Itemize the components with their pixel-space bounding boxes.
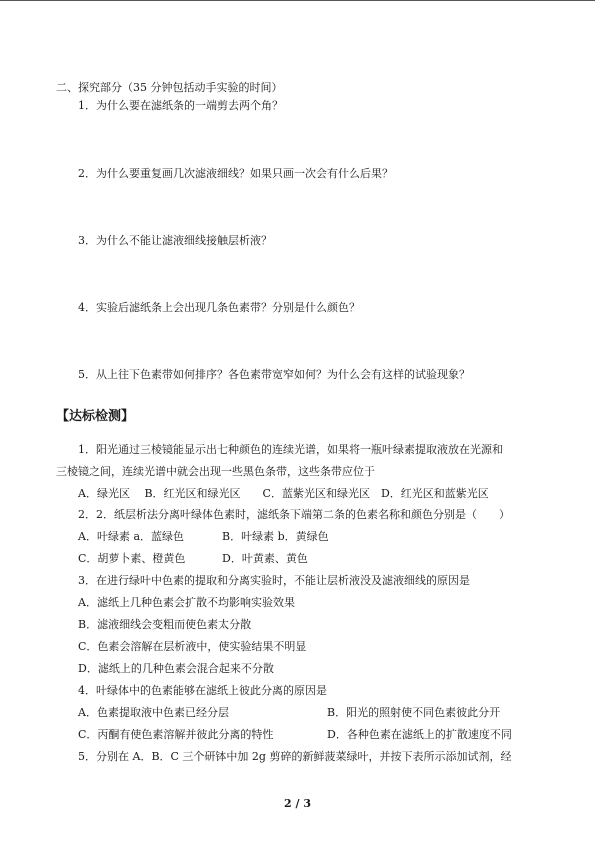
test-heading: 【达标检测】 [56,409,135,424]
test-q3-stem: 3．在进行绿叶中色素的提取和分离实验时，不能让层析液没及滤液细线的原因是 [78,574,470,587]
test-q2-option-c: C．胡萝卜素、橙黄色 [78,552,186,565]
explore-question-3: 3．为什么不能让滤液细线接触层析液？ [78,234,272,247]
explore-question-1: 1．为什么要在滤纸条的一端剪去两个角？ [78,99,283,112]
test-q3-option-b: B．滤液细线会变粗而使色素太分散 [78,618,252,631]
test-q1-options: A．绿光区 B．红光区和绿光区 C．蓝紫光区和绿光区 D．红光区和蓝紫光区 [78,487,489,500]
page-number: 2 / 3 [284,797,311,810]
test-q3-option-d: D．滤纸上的几种色素会混合起来不分散 [78,662,274,675]
test-q2-option-d: D．叶黄素、黄色 [222,552,308,565]
test-q2-option-a: A．叶绿素 a．蓝绿色 [78,530,184,543]
explore-question-4: 4．实验后滤纸条上会出现几条色素带？分别是什么颜色？ [78,301,360,314]
explore-heading: 二、探究部分（35 分钟包括动手实验的时间） [56,81,283,94]
explore-question-5: 5．从上往下色素带如何排序？各色素带宽窄如何？为什么会有这样的试验现象？ [78,368,470,381]
test-q1-line-2: 三棱镜之间，连续光谱中就会出现一些黑色条带，这些条带应位于 [56,465,375,478]
test-q2-option-b: B．叶绿素 b．黄绿色 [222,530,329,543]
test-q5-line-1: 5．分别在 A．B．C 三个研钵中加 2g 剪碎的新鲜菠菜绿叶，并按下表所示添加试剂，经 [78,750,512,763]
test-q4-option-d: D．各种色素在滤纸上的扩散速度不同 [327,728,512,741]
test-q3-option-a: A．滤纸上几种色素会扩散不均影响实验效果 [78,596,295,609]
test-q2-stem: 2．2．纸层析法分离叶绿体色素时，滤纸条下端第二条的色素名称和颜色分别是（ ） [78,508,510,521]
test-q4-option-a: A．色素提取液中色素已经分层 [78,706,229,719]
test-q4-option-b: B．阳光的照射使不同色素彼此分开 [327,706,501,719]
header-rule [0,0,595,1]
test-q4-option-c: C．丙酮有使色素溶解并彼此分离的特性 [78,728,274,741]
test-q1-line-1: 1．阳光通过三棱镜能显示出七种颜色的连续光谱，如果将一瓶叶绿素提取液放在光源和 [78,443,503,456]
explore-question-2: 2．为什么要重复画几次滤液细线？如果只画一次会有什么后果？ [78,167,393,180]
test-q4-stem: 4．叶绿体中的色素能够在滤纸上彼此分离的原因是 [78,684,327,697]
test-q3-option-c: C．色素会溶解在层析液中，使实验结果不明显 [78,640,307,653]
